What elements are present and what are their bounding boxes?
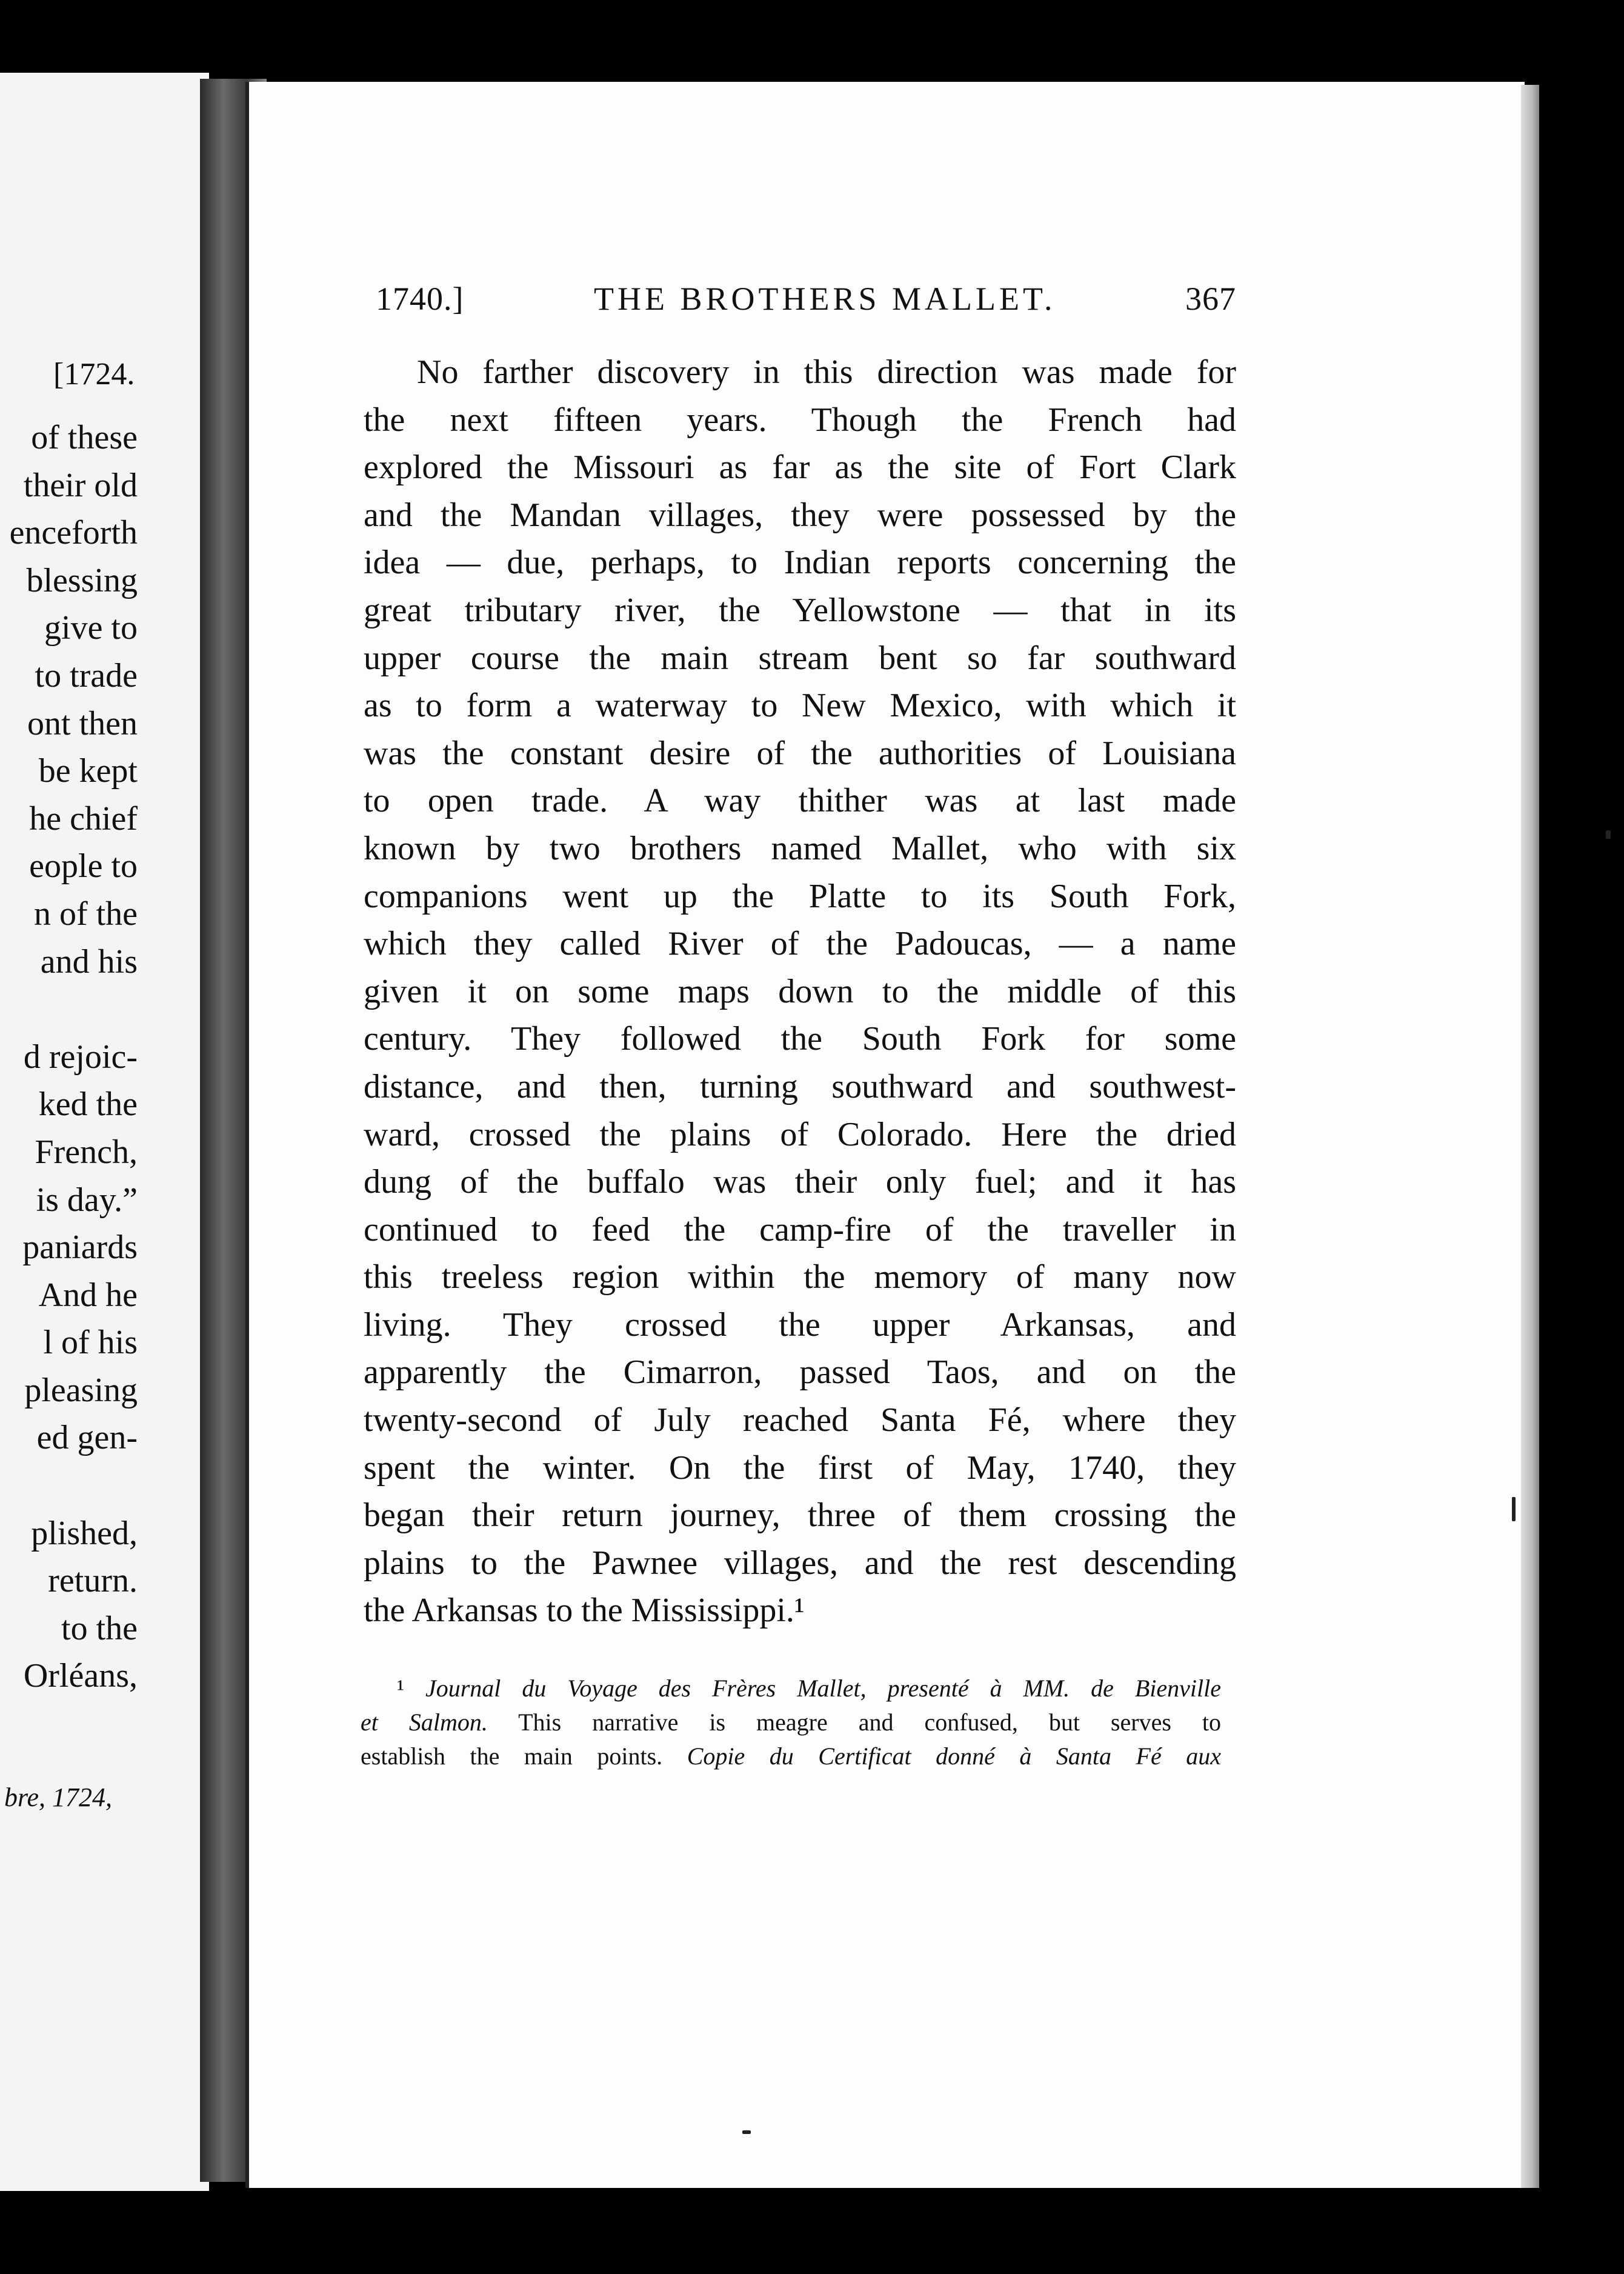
body-line: ward, crossed the plains of Colorado. Here the dried [364, 1115, 1236, 1153]
left-page-line: French, [35, 1133, 138, 1171]
body-line: dung of the buffalo was their only fuel; and it has [364, 1163, 1236, 1201]
left-page-line: and his [40, 942, 138, 981]
left-page-text [10, 414, 138, 1700]
left-page-line [10, 985, 138, 1033]
footnote-citation-cont: et Salmon. [361, 1709, 488, 1736]
body-line: idea — due, perhaps, to Indian reports concerning the [364, 544, 1236, 582]
left-page-line: to the [61, 1609, 138, 1647]
body-line: the Arkansas to the Mississippi.¹ [364, 1592, 805, 1630]
body-line: began their return journey, three of them crossing the [364, 1496, 1236, 1535]
body-line: plains to the Pawnee villages, and the rest descending [364, 1544, 1236, 1582]
body-line: No farther discovery in this direction was made for [417, 353, 1236, 391]
left-page-line: pleasing [24, 1371, 138, 1409]
body-line: and the Mandan villages, they were possessed by the [364, 496, 1236, 534]
left-page-line: ed gen- [36, 1419, 138, 1457]
body-line: upper course the main stream bent so far southward [364, 639, 1236, 677]
body-line: this treeless region within the memory of many now [364, 1258, 1236, 1296]
body-line: great tributary river, the Yellowstone — that in its [364, 591, 1236, 629]
left-page-line: eople to [29, 847, 138, 885]
left-page [0, 73, 209, 2191]
left-page-line: d rejoic- [23, 1038, 138, 1076]
body-line: the next fifteen years. Though the French had [364, 401, 1236, 439]
body-line: century. They followed the South Fork for some [364, 1020, 1236, 1058]
page-number: 367 [1185, 281, 1236, 317]
body-line: companions went up the Platte to its South Fork, [364, 877, 1236, 915]
left-page-line: And he [38, 1276, 138, 1314]
page-speck [742, 2130, 751, 2134]
left-page-line: give to [44, 609, 138, 647]
left-page-line: Orléans, [23, 1657, 138, 1695]
body-line: given it on some maps down to the middle of this [364, 972, 1236, 1010]
left-page-line: ked the [38, 1085, 138, 1124]
body-line: twenty-second of July reached Santa Fé, where they [364, 1401, 1236, 1439]
footnote-citation: Journal du Voyage des Frères Mallet, presenté à MM. de Bienville [425, 1675, 1221, 1702]
left-page-line: return. [48, 1562, 138, 1600]
left-page-footnote: bre, 1724, [4, 1782, 112, 1812]
left-page-line: n of the [33, 895, 138, 933]
footnote-text: This narrative is meagre and confused, but serves to [487, 1709, 1221, 1736]
left-page-line: of these [31, 419, 138, 456]
footnote [361, 1672, 1221, 1773]
footnote-line [361, 1706, 1221, 1739]
running-head-title: THE BROTHERS MALLET. [594, 281, 1056, 317]
body-line: to open trade. A way thither was at last made [364, 782, 1236, 820]
body-line: known by two brothers named Mallet, who with six [364, 829, 1236, 867]
body-paragraph [364, 348, 1236, 1635]
body-line: continued to feed the camp-fire of the traveller in [364, 1210, 1236, 1249]
running-head-year: 1740.] [376, 281, 464, 317]
footnote-line [361, 1739, 1221, 1773]
left-page-header: [1724. [53, 357, 135, 392]
left-page-line: their old [23, 466, 138, 504]
left-page-line: l of his [43, 1324, 138, 1362]
left-page-line: is day.” [36, 1181, 138, 1219]
left-page-line [10, 1462, 138, 1510]
body-line: as to form a waterway to New Mexico, with which it [364, 687, 1236, 725]
left-page-line: to trade [35, 656, 138, 695]
scan-speck [1606, 830, 1611, 839]
left-page-line: ont then [27, 704, 138, 742]
scan-mark [1512, 1497, 1516, 1521]
running-head [376, 280, 1236, 322]
body-line: was the constant desire of the authorities of Louisiana [364, 734, 1236, 772]
left-page-line: blessing [26, 561, 138, 599]
footnote-marker: ¹ [397, 1675, 404, 1702]
left-page-line: enceforth [9, 514, 138, 552]
page-edge [1521, 85, 1539, 2188]
footnote-citation-2: Copie du Certificat donné à Santa Fé aux [687, 1742, 1221, 1770]
body-line: which they called River of the Padoucas, — a name [364, 925, 1236, 963]
footnote-text: establish the main points. [361, 1742, 687, 1770]
body-line: living. They crossed the upper Arkansas, and [364, 1305, 1236, 1344]
body-line: apparently the Cimarron, passed Taos, and on the [364, 1353, 1236, 1392]
left-page-line: paniards [22, 1229, 138, 1267]
left-page-line: he chief [29, 799, 138, 838]
body-line: spent the winter. On the first of May, 1740, they [364, 1449, 1236, 1487]
left-page-line: plished, [31, 1514, 138, 1552]
body-line: distance, and then, turning southward and southwest- [364, 1067, 1236, 1105]
footnote-line [361, 1672, 1221, 1706]
left-page-line: be kept [38, 752, 138, 790]
body-line: explored the Missouri as far as the site of Fort Clark [364, 448, 1236, 487]
